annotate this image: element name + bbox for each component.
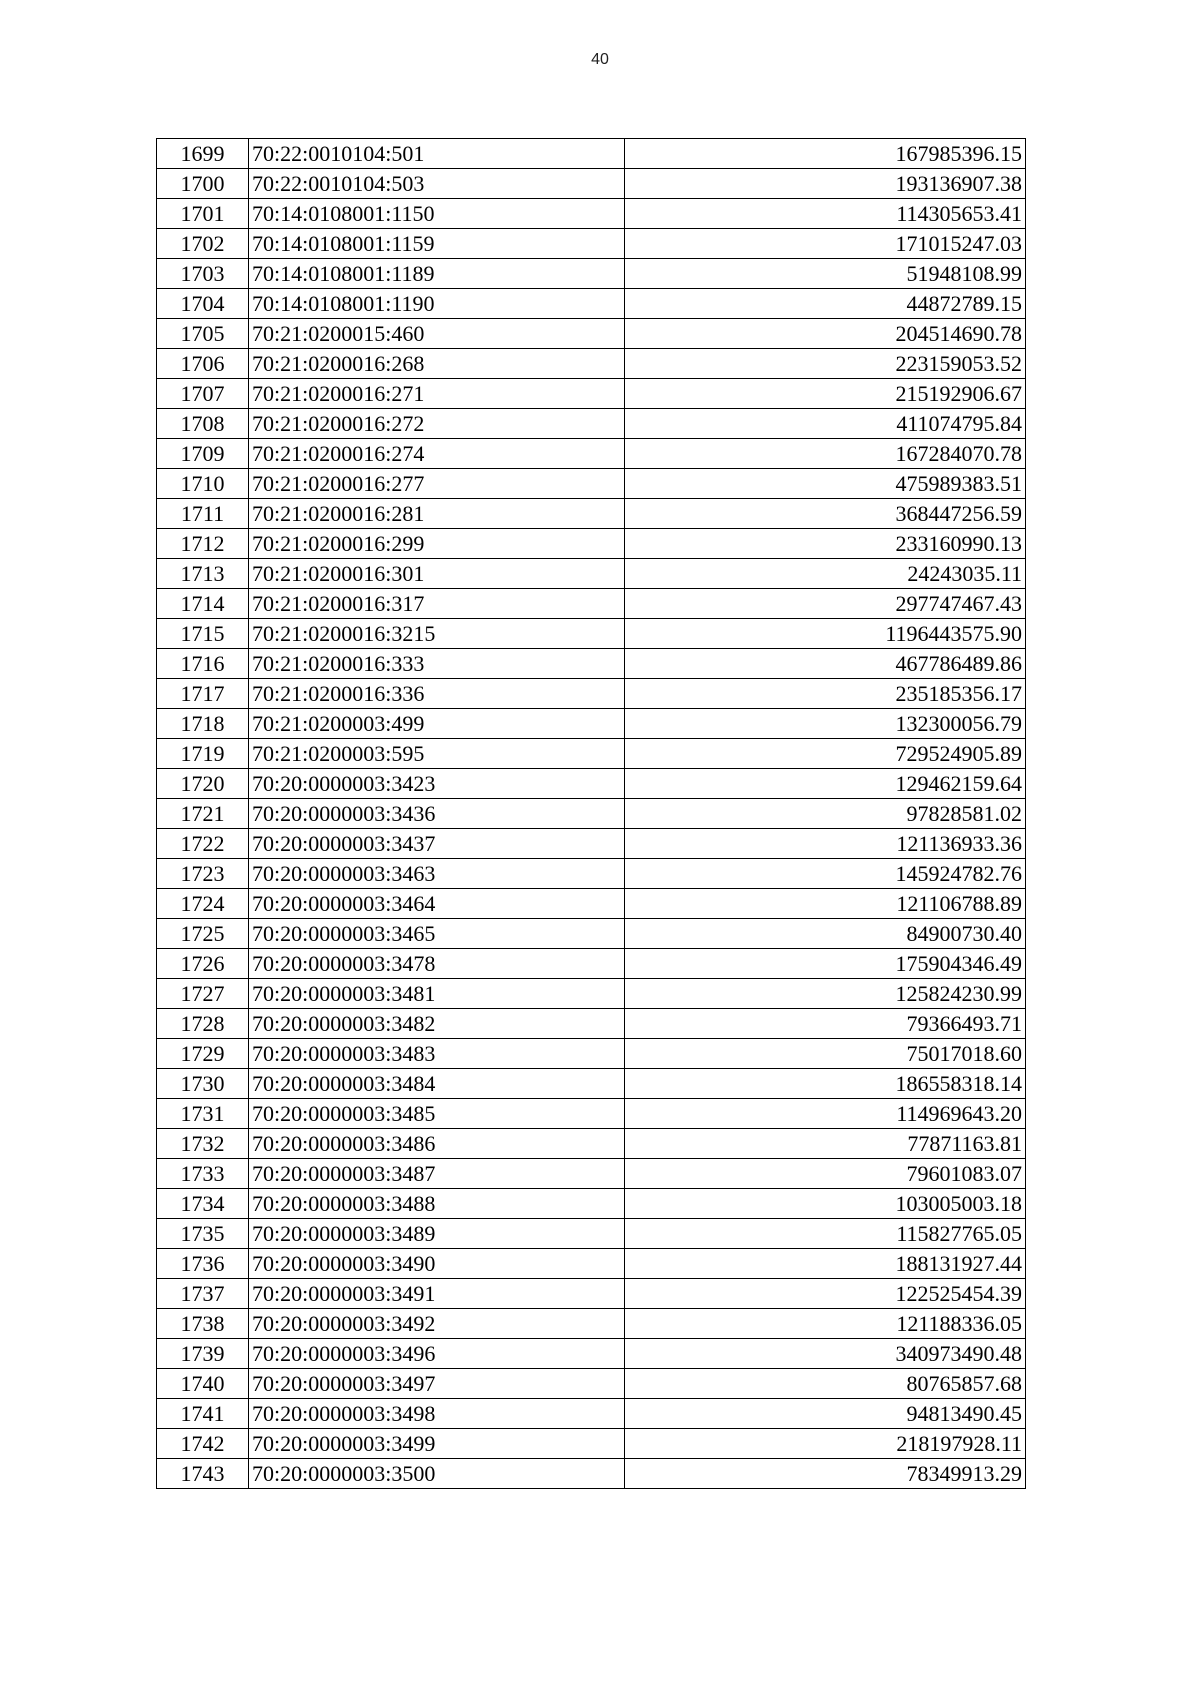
cadastral-number-cell: 70:20:0000003:3499 bbox=[249, 1429, 625, 1459]
cadastral-number-cell: 70:20:0000003:3500 bbox=[249, 1459, 625, 1489]
cadastral-number-cell: 70:21:0200003:499 bbox=[249, 709, 625, 739]
table-row bbox=[157, 769, 1026, 799]
cadastral-number-cell: 70:20:0000003:3464 bbox=[249, 889, 625, 919]
table-row bbox=[157, 1189, 1026, 1219]
table-row bbox=[157, 1069, 1026, 1099]
cadastral-number-cell: 70:14:0108001:1150 bbox=[249, 199, 625, 229]
cadastral-number-cell: 70:21:0200016:272 bbox=[249, 409, 625, 439]
table-row bbox=[157, 1279, 1026, 1309]
table-body bbox=[157, 139, 1026, 1489]
row-number-cell: 1705 bbox=[157, 319, 249, 349]
table-row bbox=[157, 529, 1026, 559]
cadastral-value-cell: 368447256.59 bbox=[625, 499, 1026, 529]
cadastral-number-cell: 70:20:0000003:3478 bbox=[249, 949, 625, 979]
row-number-cell: 1740 bbox=[157, 1369, 249, 1399]
row-number-cell: 1725 bbox=[157, 919, 249, 949]
cadastral-value-cell: 51948108.99 bbox=[625, 259, 1026, 289]
cadastral-value-cell: 129462159.64 bbox=[625, 769, 1026, 799]
cadastral-value-cell: 233160990.13 bbox=[625, 529, 1026, 559]
table-row bbox=[157, 1159, 1026, 1189]
row-number-cell: 1728 bbox=[157, 1009, 249, 1039]
table-row bbox=[157, 409, 1026, 439]
row-number-cell: 1732 bbox=[157, 1129, 249, 1159]
cadastral-value-cell: 411074795.84 bbox=[625, 409, 1026, 439]
cadastral-value-cell: 167284070.78 bbox=[625, 439, 1026, 469]
cadastral-value-cell: 167985396.15 bbox=[625, 139, 1026, 169]
cadastral-value-cell: 1196443575.90 bbox=[625, 619, 1026, 649]
cadastral-value-cell: 75017018.60 bbox=[625, 1039, 1026, 1069]
table-row bbox=[157, 139, 1026, 169]
row-number-cell: 1726 bbox=[157, 949, 249, 979]
table-row bbox=[157, 1339, 1026, 1369]
cadastral-number-cell: 70:22:0010104:503 bbox=[249, 169, 625, 199]
row-number-cell: 1700 bbox=[157, 169, 249, 199]
row-number-cell: 1743 bbox=[157, 1459, 249, 1489]
row-number-cell: 1730 bbox=[157, 1069, 249, 1099]
row-number-cell: 1737 bbox=[157, 1279, 249, 1309]
cadastral-value-cell: 475989383.51 bbox=[625, 469, 1026, 499]
row-number-cell: 1720 bbox=[157, 769, 249, 799]
cadastral-number-cell: 70:21:0200016:317 bbox=[249, 589, 625, 619]
cadastral-value-cell: 121188336.05 bbox=[625, 1309, 1026, 1339]
table-row bbox=[157, 1099, 1026, 1129]
cadastral-number-cell: 70:22:0010104:501 bbox=[249, 139, 625, 169]
cadastral-number-cell: 70:20:0000003:3497 bbox=[249, 1369, 625, 1399]
cadastral-number-cell: 70:20:0000003:3496 bbox=[249, 1339, 625, 1369]
table-row bbox=[157, 1129, 1026, 1159]
cadastral-value-cell: 218197928.11 bbox=[625, 1429, 1026, 1459]
cadastral-value-cell: 114305653.41 bbox=[625, 199, 1026, 229]
table-row bbox=[157, 319, 1026, 349]
table-row bbox=[157, 829, 1026, 859]
cadastral-number-cell: 70:14:0108001:1190 bbox=[249, 289, 625, 319]
table-row bbox=[157, 799, 1026, 829]
page-number: 40 bbox=[591, 51, 609, 68]
cadastral-number-cell: 70:21:0200016:281 bbox=[249, 499, 625, 529]
table-row bbox=[157, 229, 1026, 259]
cadastral-number-cell: 70:21:0200016:333 bbox=[249, 649, 625, 679]
row-number-cell: 1729 bbox=[157, 1039, 249, 1069]
table-row bbox=[157, 379, 1026, 409]
cadastral-number-cell: 70:21:0200016:299 bbox=[249, 529, 625, 559]
cadastral-value-cell: 79601083.07 bbox=[625, 1159, 1026, 1189]
row-number-cell: 1724 bbox=[157, 889, 249, 919]
table-row bbox=[157, 1429, 1026, 1459]
cadastral-number-cell: 70:20:0000003:3486 bbox=[249, 1129, 625, 1159]
cadastral-number-cell: 70:20:0000003:3489 bbox=[249, 1219, 625, 1249]
cadastral-number-cell: 70:21:0200003:595 bbox=[249, 739, 625, 769]
table-row bbox=[157, 1369, 1026, 1399]
row-number-cell: 1733 bbox=[157, 1159, 249, 1189]
row-number-cell: 1707 bbox=[157, 379, 249, 409]
cadastral-number-cell: 70:21:0200016:268 bbox=[249, 349, 625, 379]
row-number-cell: 1708 bbox=[157, 409, 249, 439]
cadastral-number-cell: 70:20:0000003:3483 bbox=[249, 1039, 625, 1069]
row-number-cell: 1735 bbox=[157, 1219, 249, 1249]
cadastral-number-cell: 70:21:0200016:274 bbox=[249, 439, 625, 469]
cadastral-number-cell: 70:20:0000003:3423 bbox=[249, 769, 625, 799]
cadastral-value-cell: 340973490.48 bbox=[625, 1339, 1026, 1369]
row-number-cell: 1702 bbox=[157, 229, 249, 259]
table-row bbox=[157, 289, 1026, 319]
row-number-cell: 1739 bbox=[157, 1339, 249, 1369]
row-number-cell: 1738 bbox=[157, 1309, 249, 1339]
cadastral-number-cell: 70:21:0200016:271 bbox=[249, 379, 625, 409]
table-row bbox=[157, 649, 1026, 679]
table-row bbox=[157, 889, 1026, 919]
row-number-cell: 1703 bbox=[157, 259, 249, 289]
table-row bbox=[157, 259, 1026, 289]
table-row bbox=[157, 949, 1026, 979]
table-row bbox=[157, 1039, 1026, 1069]
row-number-cell: 1711 bbox=[157, 499, 249, 529]
row-number-cell: 1717 bbox=[157, 679, 249, 709]
row-number-cell: 1713 bbox=[157, 559, 249, 589]
table-row bbox=[157, 1249, 1026, 1279]
cadastral-number-cell: 70:20:0000003:3490 bbox=[249, 1249, 625, 1279]
cadastral-value-cell: 467786489.86 bbox=[625, 649, 1026, 679]
cadastral-value-table bbox=[156, 138, 1026, 1489]
cadastral-number-cell: 70:21:0200016:301 bbox=[249, 559, 625, 589]
cadastral-number-cell: 70:21:0200016:336 bbox=[249, 679, 625, 709]
row-number-cell: 1736 bbox=[157, 1249, 249, 1279]
cadastral-value-cell: 215192906.67 bbox=[625, 379, 1026, 409]
cadastral-value-cell: 80765857.68 bbox=[625, 1369, 1026, 1399]
cadastral-number-cell: 70:20:0000003:3492 bbox=[249, 1309, 625, 1339]
cadastral-value-cell: 122525454.39 bbox=[625, 1279, 1026, 1309]
table-row bbox=[157, 199, 1026, 229]
row-number-cell: 1718 bbox=[157, 709, 249, 739]
row-number-cell: 1723 bbox=[157, 859, 249, 889]
table-row bbox=[157, 559, 1026, 589]
table-row bbox=[157, 469, 1026, 499]
table-row bbox=[157, 709, 1026, 739]
row-number-cell: 1721 bbox=[157, 799, 249, 829]
table-row bbox=[157, 619, 1026, 649]
row-number-cell: 1734 bbox=[157, 1189, 249, 1219]
row-number-cell: 1719 bbox=[157, 739, 249, 769]
cadastral-value-cell: 94813490.45 bbox=[625, 1399, 1026, 1429]
cadastral-number-cell: 70:21:0200016:3215 bbox=[249, 619, 625, 649]
cadastral-number-cell: 70:21:0200015:460 bbox=[249, 319, 625, 349]
row-number-cell: 1701 bbox=[157, 199, 249, 229]
row-number-cell: 1714 bbox=[157, 589, 249, 619]
table-row bbox=[157, 679, 1026, 709]
table-row bbox=[157, 859, 1026, 889]
cadastral-value-cell: 125824230.99 bbox=[625, 979, 1026, 1009]
table-row bbox=[157, 1399, 1026, 1429]
cadastral-value-cell: 114969643.20 bbox=[625, 1099, 1026, 1129]
cadastral-value-cell: 103005003.18 bbox=[625, 1189, 1026, 1219]
table-row bbox=[157, 1009, 1026, 1039]
cadastral-value-cell: 84900730.40 bbox=[625, 919, 1026, 949]
table-row bbox=[157, 169, 1026, 199]
cadastral-value-cell: 115827765.05 bbox=[625, 1219, 1026, 1249]
cadastral-value-cell: 132300056.79 bbox=[625, 709, 1026, 739]
row-number-cell: 1709 bbox=[157, 439, 249, 469]
cadastral-value-cell: 77871163.81 bbox=[625, 1129, 1026, 1159]
cadastral-number-cell: 70:20:0000003:3485 bbox=[249, 1099, 625, 1129]
cadastral-value-cell: 145924782.76 bbox=[625, 859, 1026, 889]
cadastral-value-cell: 223159053.52 bbox=[625, 349, 1026, 379]
row-number-cell: 1722 bbox=[157, 829, 249, 859]
row-number-cell: 1716 bbox=[157, 649, 249, 679]
cadastral-value-cell: 24243035.11 bbox=[625, 559, 1026, 589]
cadastral-number-cell: 70:20:0000003:3437 bbox=[249, 829, 625, 859]
row-number-cell: 1699 bbox=[157, 139, 249, 169]
cadastral-value-cell: 79366493.71 bbox=[625, 1009, 1026, 1039]
cadastral-value-cell: 44872789.15 bbox=[625, 289, 1026, 319]
table-row bbox=[157, 349, 1026, 379]
cadastral-value-cell: 121136933.36 bbox=[625, 829, 1026, 859]
row-number-cell: 1712 bbox=[157, 529, 249, 559]
table-row bbox=[157, 439, 1026, 469]
cadastral-number-cell: 70:20:0000003:3488 bbox=[249, 1189, 625, 1219]
cadastral-value-cell: 175904346.49 bbox=[625, 949, 1026, 979]
cadastral-value-cell: 78349913.29 bbox=[625, 1459, 1026, 1489]
cadastral-value-cell: 171015247.03 bbox=[625, 229, 1026, 259]
cadastral-value-cell: 729524905.89 bbox=[625, 739, 1026, 769]
cadastral-number-cell: 70:20:0000003:3482 bbox=[249, 1009, 625, 1039]
cadastral-number-cell: 70:21:0200016:277 bbox=[249, 469, 625, 499]
row-number-cell: 1727 bbox=[157, 979, 249, 1009]
cadastral-number-cell: 70:14:0108001:1189 bbox=[249, 259, 625, 289]
cadastral-value-cell: 121106788.89 bbox=[625, 889, 1026, 919]
cadastral-number-cell: 70:20:0000003:3463 bbox=[249, 859, 625, 889]
cadastral-value-cell: 204514690.78 bbox=[625, 319, 1026, 349]
cadastral-value-cell: 297747467.43 bbox=[625, 589, 1026, 619]
cadastral-value-cell: 188131927.44 bbox=[625, 1249, 1026, 1279]
cadastral-value-cell: 97828581.02 bbox=[625, 799, 1026, 829]
cadastral-number-cell: 70:14:0108001:1159 bbox=[249, 229, 625, 259]
table-row bbox=[157, 919, 1026, 949]
table-row bbox=[157, 499, 1026, 529]
cadastral-number-cell: 70:20:0000003:3491 bbox=[249, 1279, 625, 1309]
row-number-cell: 1731 bbox=[157, 1099, 249, 1129]
cadastral-number-cell: 70:20:0000003:3481 bbox=[249, 979, 625, 1009]
cadastral-number-cell: 70:20:0000003:3436 bbox=[249, 799, 625, 829]
table-row bbox=[157, 1459, 1026, 1489]
table-row bbox=[157, 739, 1026, 769]
cadastral-value-cell: 193136907.38 bbox=[625, 169, 1026, 199]
cadastral-number-cell: 70:20:0000003:3465 bbox=[249, 919, 625, 949]
row-number-cell: 1710 bbox=[157, 469, 249, 499]
table-row bbox=[157, 1219, 1026, 1249]
cadastral-number-cell: 70:20:0000003:3487 bbox=[249, 1159, 625, 1189]
table-row bbox=[157, 1309, 1026, 1339]
row-number-cell: 1706 bbox=[157, 349, 249, 379]
cadastral-number-cell: 70:20:0000003:3498 bbox=[249, 1399, 625, 1429]
row-number-cell: 1715 bbox=[157, 619, 249, 649]
row-number-cell: 1742 bbox=[157, 1429, 249, 1459]
cadastral-number-cell: 70:20:0000003:3484 bbox=[249, 1069, 625, 1099]
table-row bbox=[157, 979, 1026, 1009]
row-number-cell: 1704 bbox=[157, 289, 249, 319]
table-row bbox=[157, 589, 1026, 619]
cadastral-value-cell: 186558318.14 bbox=[625, 1069, 1026, 1099]
row-number-cell: 1741 bbox=[157, 1399, 249, 1429]
cadastral-value-cell: 235185356.17 bbox=[625, 679, 1026, 709]
